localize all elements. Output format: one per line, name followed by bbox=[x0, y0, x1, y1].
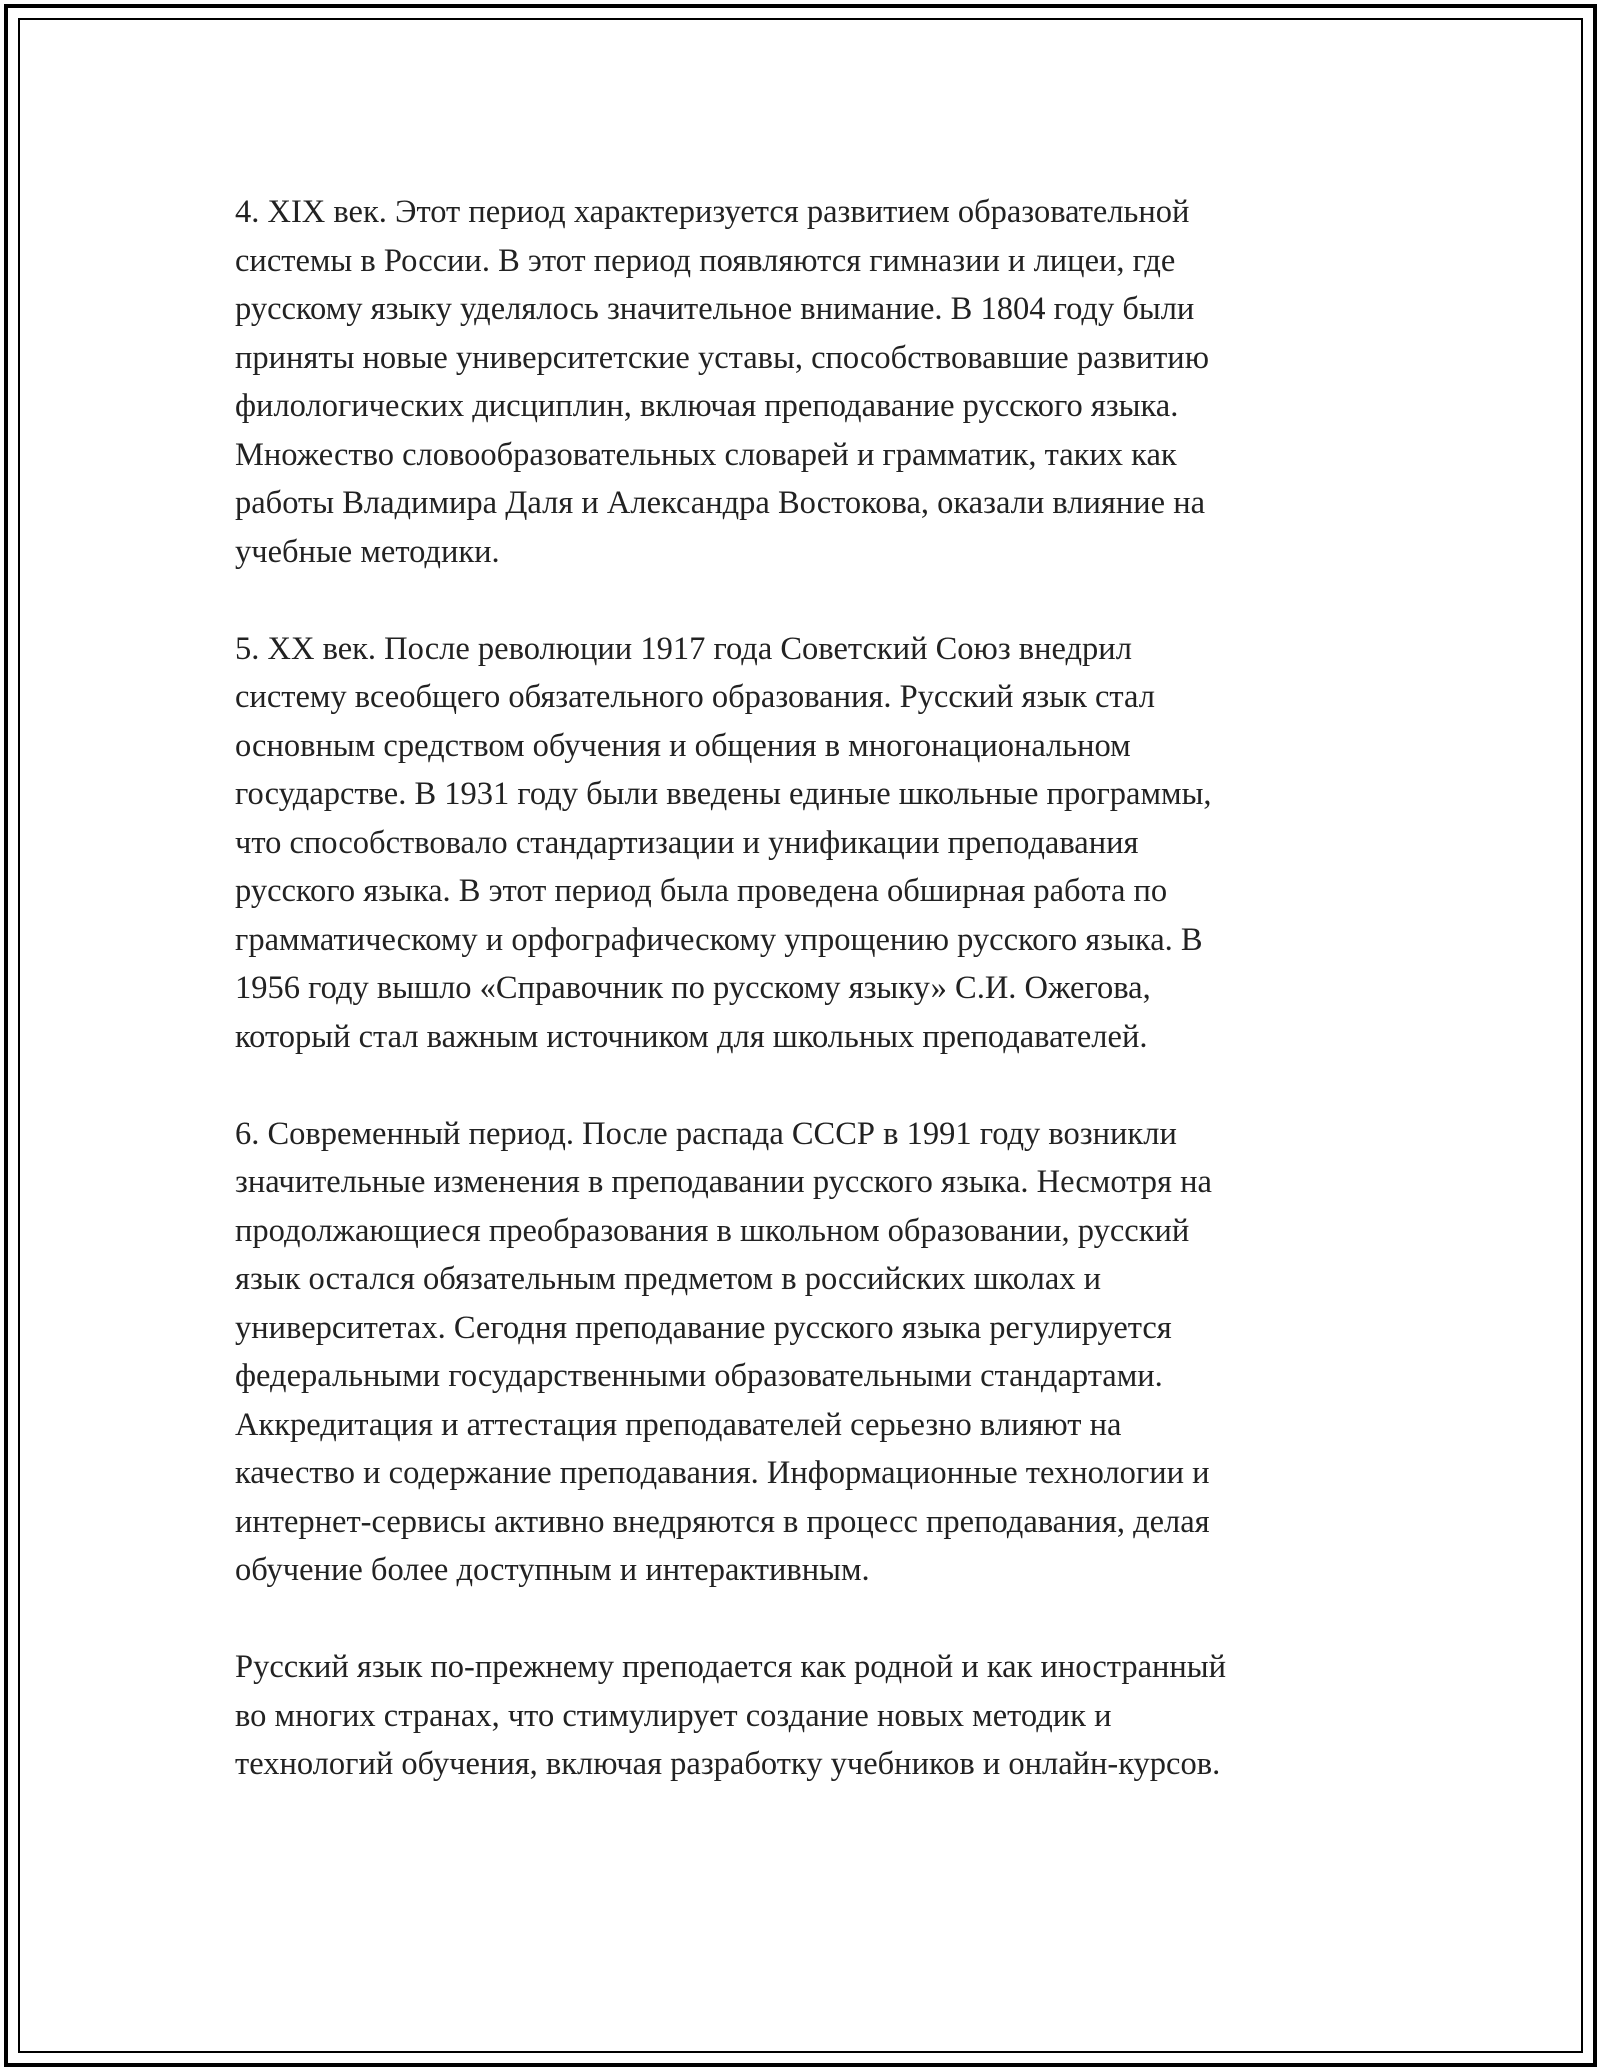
text-line: 1956 году вышло «Справочник по русскому языку» С.И. Ожегова, bbox=[235, 970, 1151, 1006]
text-line: федеральными государственными образовательными стандартами. bbox=[235, 1358, 1163, 1394]
text-line: Множество словообразовательных словарей и грамматик, таких как bbox=[235, 436, 1177, 473]
text-line: 4. XIX век. Этот период характеризуется развитием образовательной bbox=[235, 194, 1190, 230]
text-line: интернет-сервисы активно внедряются в процесс преподавания, делая bbox=[235, 1503, 1210, 1540]
text-line: систему всеобщего обязательного образования. Русский язык стал bbox=[235, 679, 1155, 715]
text-line: качество и содержание преподавания. Информационные технологии и bbox=[235, 1455, 1210, 1491]
text-line: технологий обучения, включая разработку учебников и онлайн-курсов. bbox=[235, 1746, 1221, 1782]
text-line: 6. Современный период. После распада СССР в 1991 году возникли bbox=[235, 1115, 1177, 1152]
paragraph-20th-century bbox=[235, 625, 1365, 1062]
text-line: 5. XX век. После революции 1917 года Советский Союз внедрил bbox=[235, 630, 1132, 667]
text-line: государстве. В 1931 году были введены единые школьные программы, bbox=[235, 776, 1212, 812]
text-line: который стал важным источником для школьных преподавателей. bbox=[235, 1018, 1148, 1055]
text-line: язык остался обязательным предметом в российских школах и bbox=[235, 1261, 1102, 1297]
text-line: работы Владимира Даля и Александра Востокова, оказали влияние на bbox=[235, 485, 1206, 521]
text-line: русскому языку уделялось значительное внимание. В 1804 году были bbox=[235, 291, 1195, 327]
paragraph-19th-century bbox=[235, 188, 1365, 576]
text-line: продолжающиеся преобразования в школьном образовании, русский bbox=[235, 1212, 1190, 1249]
paragraph-conclusion bbox=[235, 1643, 1365, 1789]
text-line: Аккредитация и аттестация преподавателей серьезно влияют на bbox=[235, 1406, 1122, 1443]
text-line: во многих странах, что стимулирует создание новых методик и bbox=[235, 1697, 1112, 1734]
text-line: значительные изменения в преподавании русского языка. Несмотря на bbox=[235, 1164, 1212, 1200]
text-line: системы в России. В этот период появляются гимназии и лицеи, где bbox=[235, 242, 1176, 279]
paragraph-modern-period bbox=[235, 1110, 1365, 1595]
text-line: что способствовало стандартизации и унификации преподавания bbox=[235, 824, 1139, 861]
text-line: обучение более доступным и интерактивным. bbox=[235, 1552, 870, 1588]
text-line: грамматическому и орфографическому упрощению русского языка. В bbox=[235, 921, 1203, 958]
text-line: Русский язык по-прежнему преподается как родной и как иностранный bbox=[235, 1649, 1227, 1685]
text-line: основным средством обучения и общения в многонациональном bbox=[235, 727, 1131, 764]
text-line: филологических дисциплин, включая преподавание русского языка. bbox=[235, 388, 1179, 424]
text-line: университетах. Сегодня преподавание русского языка регулируется bbox=[235, 1309, 1172, 1346]
text-line: русского языка. В этот период была проведена обширная работа по bbox=[235, 873, 1168, 909]
text-line: приняты новые университетские уставы, способствовавшие развитию bbox=[235, 339, 1209, 376]
text-line: учебные методики. bbox=[235, 533, 500, 570]
document-body bbox=[235, 188, 1365, 1837]
